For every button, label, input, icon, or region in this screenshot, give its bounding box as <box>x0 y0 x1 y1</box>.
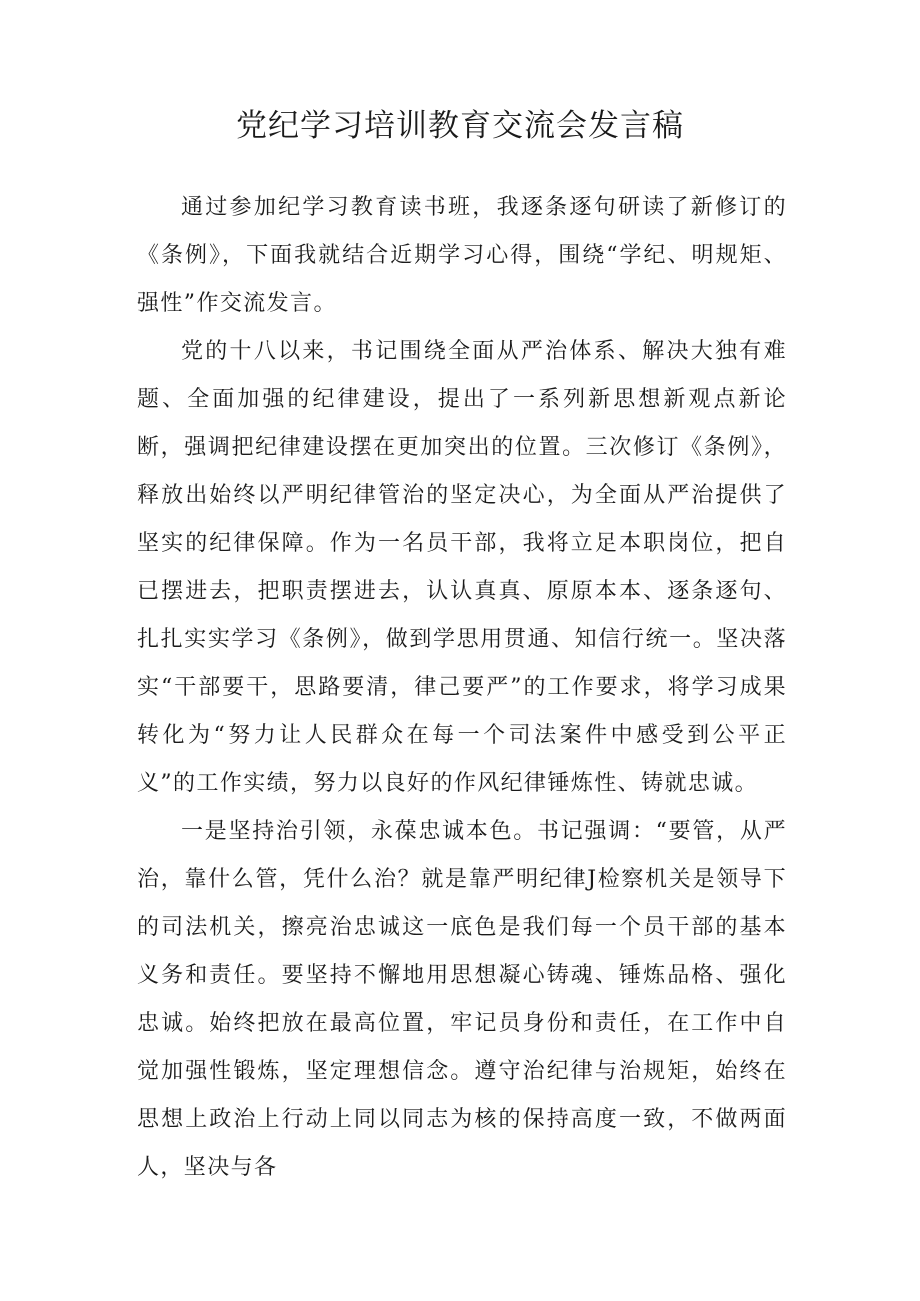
paragraph-background: 党的十八以来，书记围绕全面从严治体系、解决大独有难题、全面加强的纪律建设，提出了一系列新思想新观点新论断，强调把纪律建设摆在更加突出的位置。三次修订《条例》，释放出始终以严明纪律管治的坚定决心，为全面从严治提供了坚实的纪律保障。作为一名员干部，我将立足本职岗位，把自已摆进去，把职责摆进去，认认真真、原原本本、逐条逐句、扎扎实实学习《条例》，做到学思用贯通、知信行统一。坚决落实“干部要干，思路要清，律己要严”的工作要求，将学习成果转化为“努力让人民群众在每一个司法案件中感受到公平正义”的工作实绩，努力以良好的作风纪律锤炼性、铸就忠诚。 <box>137 339 787 796</box>
document-body <box>137 184 787 1192</box>
document-title: 党纪学习培训教育交流会发言稿 <box>236 108 684 144</box>
paragraph-intro: 通过参加纪学习教育读书班，我逐条逐句研读了新修订的《条例》，下面我就结合近期学习心得，围绕“学纪、明规矩、强性”作交流发言。 <box>137 195 787 316</box>
paragraph-point-one: 一是坚持治引领，永葆忠诚本色。书记强调：“要管，从严治，靠什么管，凭什么治？就是靠严明纪律J检察机关是领导下的司法机关，擦亮治忠诚这一底色是我们每一个员干部的基本义务和责任。要坚持不懈地用思想凝心铸魂、锤炼品格、强化忠诚。始终把放在最高位置，牢记员身份和责任，在工作中自觉加强性锻炼，坚定理想信念。遵守治纪律与治规矩，始终在思想上政治上行动上同以同志为核的保持高度一致，不做两面人，坚决与各 <box>137 819 787 1180</box>
